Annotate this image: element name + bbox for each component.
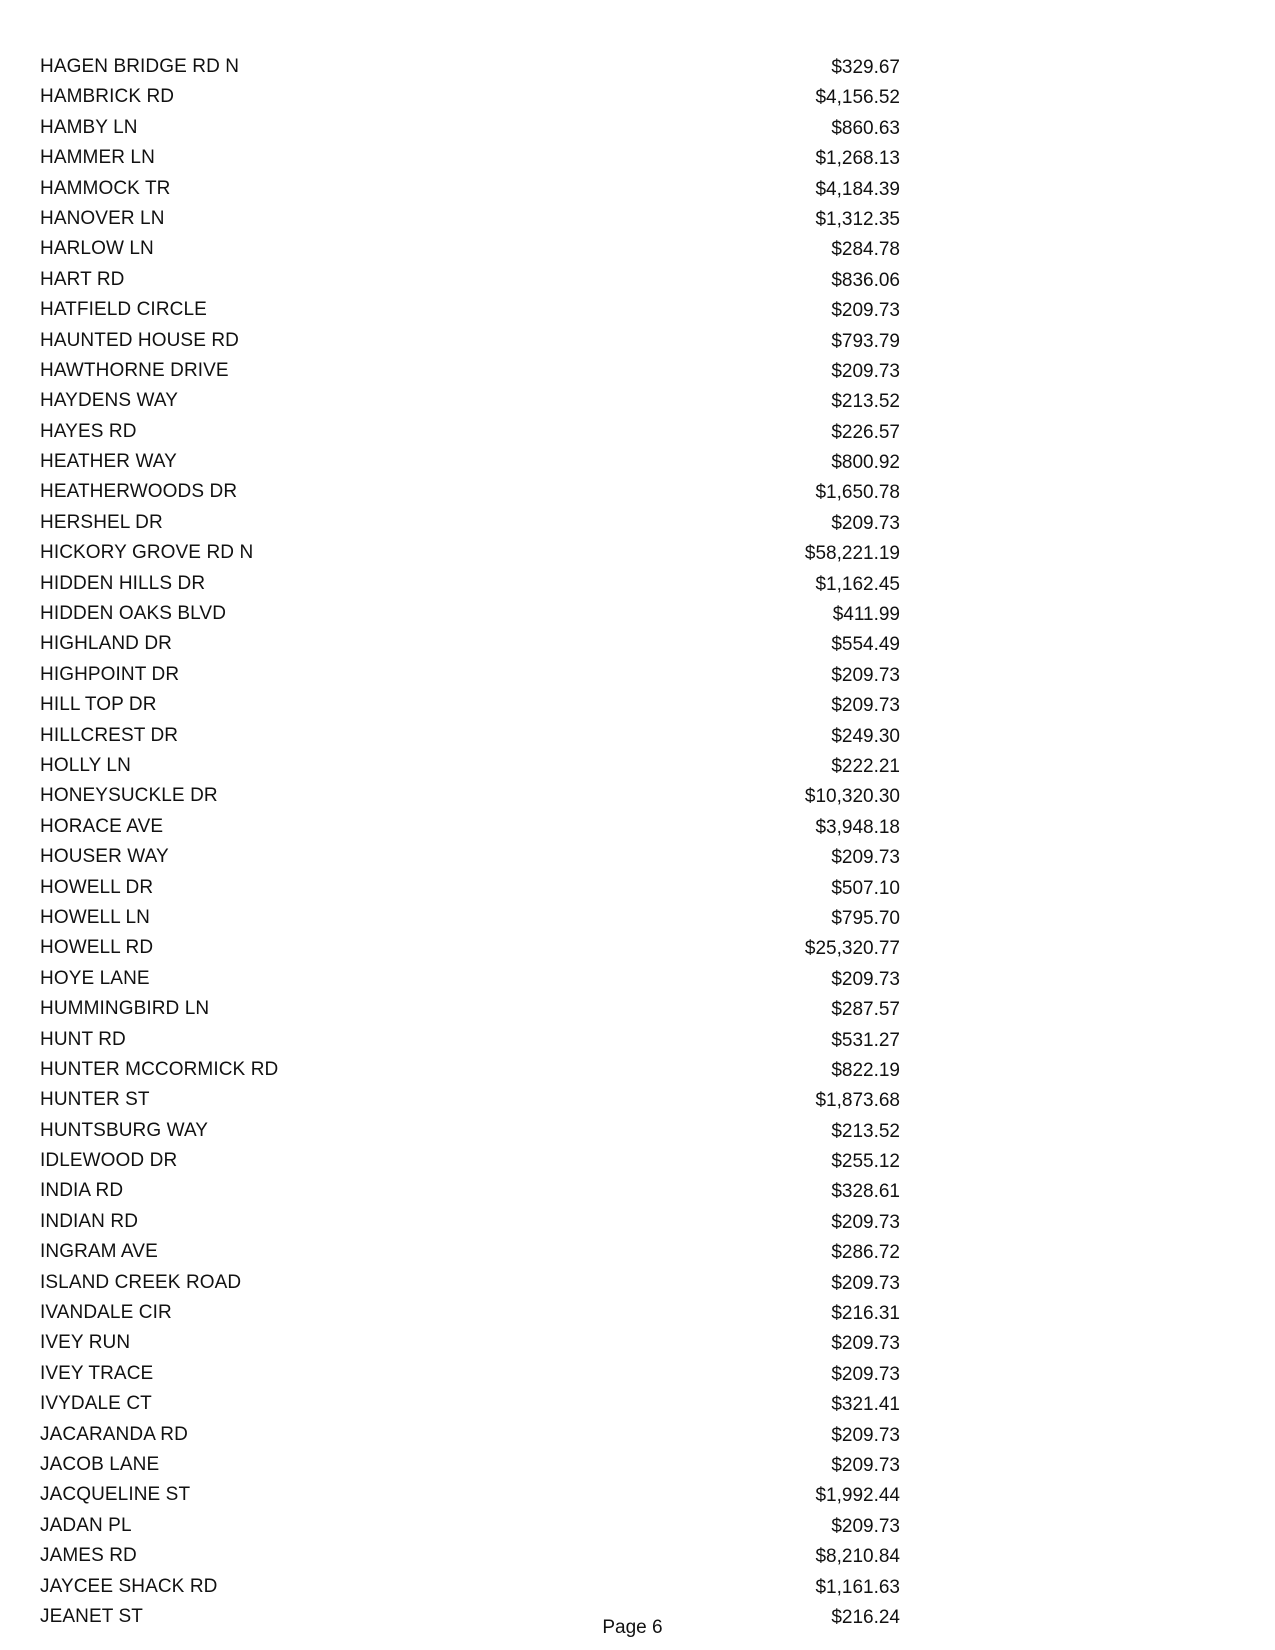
street-row — [0, 1450, 1275, 1480]
street-row — [0, 812, 1275, 842]
street-row — [0, 933, 1275, 963]
street-name: HAMBY LN — [40, 116, 138, 138]
street-name: HIDDEN HILLS DR — [40, 572, 206, 594]
street-row — [0, 1268, 1275, 1298]
street-row — [0, 447, 1275, 477]
street-row — [0, 143, 1275, 173]
street-row — [0, 508, 1275, 538]
street-name: HOLLY LN — [40, 754, 131, 776]
street-amount: $507.10 — [831, 877, 900, 899]
street-name: HILL TOP DR — [40, 694, 157, 716]
street-row — [0, 1298, 1275, 1328]
street-name: INDIA RD — [40, 1180, 124, 1202]
street-amount: $1,992.44 — [815, 1485, 900, 1507]
street-row — [0, 265, 1275, 295]
street-name: HUNT RD — [40, 1028, 126, 1050]
street-row — [0, 1572, 1275, 1602]
street-row — [0, 994, 1275, 1024]
street-name: HOWELL RD — [40, 937, 154, 959]
street-amount: $1,162.45 — [815, 573, 900, 595]
street-name: HOUSER WAY — [40, 846, 169, 868]
street-name: HUNTER ST — [40, 1089, 150, 1111]
street-list — [0, 52, 1275, 1632]
street-amount: $226.57 — [831, 421, 900, 443]
street-row — [0, 599, 1275, 629]
street-name: IVYDALE CT — [40, 1393, 152, 1415]
street-row — [0, 1511, 1275, 1541]
street-row — [0, 295, 1275, 325]
street-row — [0, 629, 1275, 659]
street-name: HORACE AVE — [40, 815, 164, 837]
street-row — [0, 1085, 1275, 1115]
street-amount: $4,156.52 — [815, 87, 900, 109]
street-name: HUNTER MCCORMICK RD — [40, 1058, 279, 1080]
street-name: HATFIELD CIRCLE — [40, 299, 207, 321]
street-amount: $1,312.35 — [815, 208, 900, 230]
street-amount: $58,221.19 — [804, 543, 900, 565]
street-name: JEANET ST — [40, 1605, 143, 1627]
street-row — [0, 660, 1275, 690]
street-name: HILLCREST DR — [40, 724, 179, 746]
street-amount: $793.79 — [831, 330, 900, 352]
street-amount: $216.31 — [831, 1303, 900, 1325]
street-amount: $329.67 — [831, 57, 900, 78]
street-amount: $209.73 — [831, 1515, 900, 1537]
street-row — [0, 781, 1275, 811]
street-row — [0, 204, 1275, 234]
street-row — [0, 1146, 1275, 1176]
street-amount: $411.99 — [832, 604, 900, 626]
street-row — [0, 417, 1275, 447]
street-name: HIGHLAND DR — [40, 633, 173, 655]
street-row — [0, 1389, 1275, 1419]
street-amount: $8,210.84 — [815, 1546, 900, 1568]
street-amount: $209.73 — [831, 1363, 900, 1385]
street-name: HIGHPOINT DR — [40, 663, 180, 685]
street-amount: $284.78 — [831, 239, 900, 261]
street-name: JADAN PL — [40, 1514, 132, 1536]
street-amount: $321.41 — [831, 1394, 900, 1416]
street-amount: $209.73 — [831, 360, 900, 382]
street-name: HOWELL LN — [40, 906, 151, 928]
street-name: HAMBRICK RD — [40, 86, 175, 108]
street-name: INGRAM AVE — [40, 1241, 158, 1263]
street-name: JACARANDA RD — [40, 1423, 188, 1445]
street-amount: $287.57 — [831, 999, 900, 1021]
street-row — [0, 326, 1275, 356]
street-name: INDIAN RD — [40, 1210, 139, 1232]
street-row — [0, 903, 1275, 933]
street-row — [0, 964, 1275, 994]
street-amount: $286.72 — [831, 1242, 900, 1264]
street-name: HARLOW LN — [40, 238, 154, 260]
street-amount: $25,320.77 — [804, 938, 900, 960]
street-row — [0, 174, 1275, 204]
street-name: JAMES RD — [40, 1545, 137, 1567]
street-amount: $531.27 — [831, 1029, 900, 1051]
street-name: IDLEWOOD DR — [40, 1150, 178, 1172]
street-row — [0, 721, 1275, 751]
street-row — [0, 477, 1275, 507]
street-row — [0, 386, 1275, 416]
street-name: HAYES RD — [40, 420, 137, 442]
street-row — [0, 1176, 1275, 1206]
street-name: JAYCEE SHACK RD — [40, 1575, 218, 1597]
street-row — [0, 1420, 1275, 1450]
street-row — [0, 356, 1275, 386]
street-name: HONEYSUCKLE DR — [40, 785, 218, 807]
street-name: HOWELL DR — [40, 876, 154, 898]
street-row — [0, 569, 1275, 599]
street-amount: $255.12 — [831, 1151, 900, 1173]
street-name: HAGEN BRIDGE RD N — [40, 56, 240, 77]
street-name: HEATHER WAY — [40, 451, 177, 473]
street-name: ISLAND CREEK ROAD — [40, 1271, 242, 1293]
street-amount: $209.73 — [831, 847, 900, 869]
street-row — [0, 1207, 1275, 1237]
street-row — [0, 234, 1275, 264]
street-row — [0, 1237, 1275, 1267]
street-row — [0, 113, 1275, 143]
street-amount: $209.73 — [831, 1454, 900, 1476]
street-amount: $213.52 — [831, 1120, 900, 1142]
street-row — [0, 1116, 1275, 1146]
street-name: HAUNTED HOUSE RD — [40, 329, 240, 351]
street-name: JACOB LANE — [40, 1453, 160, 1475]
street-name: HUNTSBURG WAY — [40, 1119, 209, 1141]
street-amount: $1,650.78 — [815, 482, 900, 504]
street-amount: $1,873.68 — [815, 1090, 900, 1112]
street-row — [0, 690, 1275, 720]
street-name: IVEY TRACE — [40, 1362, 154, 1384]
street-name: HAMMER LN — [40, 147, 155, 169]
street-amount: $209.73 — [831, 968, 900, 990]
street-amount: $822.19 — [831, 1059, 900, 1081]
street-name: HAYDENS WAY — [40, 390, 178, 412]
street-amount: $209.73 — [831, 1211, 900, 1233]
street-amount: $3,948.18 — [815, 816, 900, 838]
street-name: HANOVER LN — [40, 207, 165, 229]
street-amount: $209.73 — [831, 1424, 900, 1446]
street-row — [0, 52, 1275, 82]
street-name: JACQUELINE ST — [40, 1484, 191, 1506]
street-row — [0, 1541, 1275, 1571]
street-amount: $222.21 — [831, 755, 900, 777]
street-name: IVANDALE CIR — [40, 1302, 172, 1324]
street-amount: $554.49 — [831, 634, 900, 656]
street-row — [0, 1055, 1275, 1085]
street-amount: $249.30 — [831, 725, 900, 747]
page-footer — [0, 1617, 1275, 1639]
page-number: Page 6 — [602, 1617, 663, 1638]
street-amount: $213.52 — [831, 391, 900, 413]
street-amount: $209.73 — [831, 512, 900, 534]
street-name: HICKORY GROVE RD N — [40, 542, 254, 564]
street-amount: $209.73 — [831, 664, 900, 686]
street-amount: $10,320.30 — [804, 786, 900, 808]
street-amount: $1,268.13 — [815, 148, 900, 170]
street-amount: $209.73 — [831, 695, 900, 717]
street-row — [0, 1480, 1275, 1510]
street-amount: $4,184.39 — [815, 178, 900, 200]
street-row — [0, 1359, 1275, 1389]
street-row — [0, 842, 1275, 872]
street-row — [0, 538, 1275, 568]
street-amount: $836.06 — [831, 269, 900, 291]
street-amount: $216.24 — [831, 1606, 900, 1628]
street-amount: $209.73 — [831, 300, 900, 322]
street-name: HAMMOCK TR — [40, 177, 171, 199]
street-amount: $209.73 — [831, 1333, 900, 1355]
street-name: HUMMINGBIRD LN — [40, 998, 210, 1020]
street-name: HIDDEN OAKS BLVD — [40, 603, 227, 625]
street-amount: $1,161.63 — [815, 1576, 900, 1598]
street-row — [0, 873, 1275, 903]
street-row — [0, 751, 1275, 781]
street-name: HERSHEL DR — [40, 511, 163, 533]
street-name: IVEY RUN — [40, 1332, 131, 1354]
street-name: HOYE LANE — [40, 967, 150, 989]
street-amount: $328.61 — [831, 1181, 900, 1203]
street-row — [0, 1328, 1275, 1358]
street-row — [0, 82, 1275, 112]
street-amount: $860.63 — [831, 117, 900, 139]
street-amount: $795.70 — [831, 907, 900, 929]
street-name: HAWTHORNE DRIVE — [40, 359, 229, 381]
street-name: HART RD — [40, 268, 125, 290]
street-name: HEATHERWOODS DR — [40, 481, 238, 503]
street-amount: $800.92 — [831, 452, 900, 474]
street-amount: $209.73 — [831, 1272, 900, 1294]
street-row — [0, 1025, 1275, 1055]
